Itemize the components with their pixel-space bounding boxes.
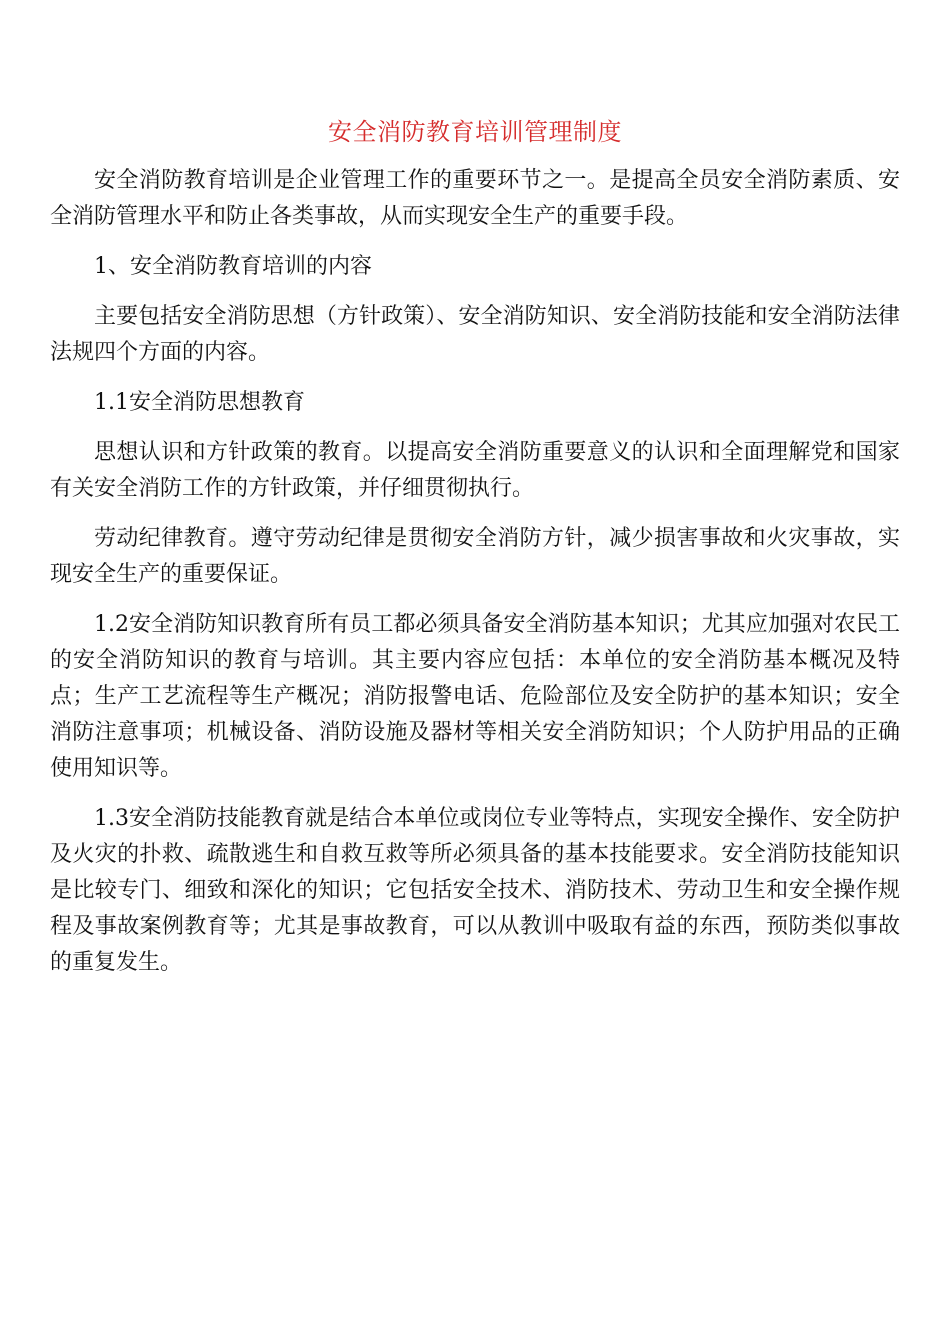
discipline-paragraph: 劳动纪律教育。遵守劳动纪律是贯彻安全消防方针，减少损害事故和火灾事故，实现安全生产的重要保证。	[50, 526, 900, 587]
section-1-paragraph: 主要包括安全消防思想（方针政策）、安全消防知识、安全消防技能和安全消防法律法规四个方面的内容。	[50, 304, 900, 365]
ideology-paragraph: 思想认识和方针政策的教育。以提高安全消防重要意义的认识和全面理解党和国家有关安全消防工作的方针政策，并仔细贯彻执行。	[50, 440, 900, 501]
section-1-3-paragraph: 1.3安全消防技能教育就是结合本单位或岗位专业等特点，实现安全操作、安全防护及火灾的扑救、疏散逃生和自救互救等所必须具备的基本技能要求。安全消防技能知识是比较专门、细致和深化的知识；它包括安全技术、消防技术、劳动卫生和安全操作规程及事故案例教育等；尤其是事故教育，可以从教训中吸取有益的东西，预防类似事故的重复发生。	[50, 806, 900, 975]
document-body	[50, 163, 900, 995]
document-title: 安全消防教育培训管理制度	[328, 118, 622, 146]
section-heading-1: 1、安全消防教育培训的内容	[94, 254, 372, 279]
section-heading-1-1: 1.1安全消防思想教育	[94, 390, 305, 415]
section-1-2-paragraph: 1.2安全消防知识教育所有员工都必须具备安全消防基本知识；尤其应加强对农民工的安全消防知识的教育与培训。其主要内容应包括：本单位的安全消防基本概况及特点；生产工艺流程等生产概况；消防报警电话、危险部位及安全防护的基本知识；安全消防注意事项；机械设备、消防设施及器材等相关安全消防知识；个人防护用品的正确使用知识等。	[50, 612, 900, 781]
intro-paragraph: 安全消防教育培训是企业管理工作的重要环节之一。是提高全员安全消防素质、安全消防管理水平和防止各类事故，从而实现安全生产的重要手段。	[50, 168, 900, 229]
